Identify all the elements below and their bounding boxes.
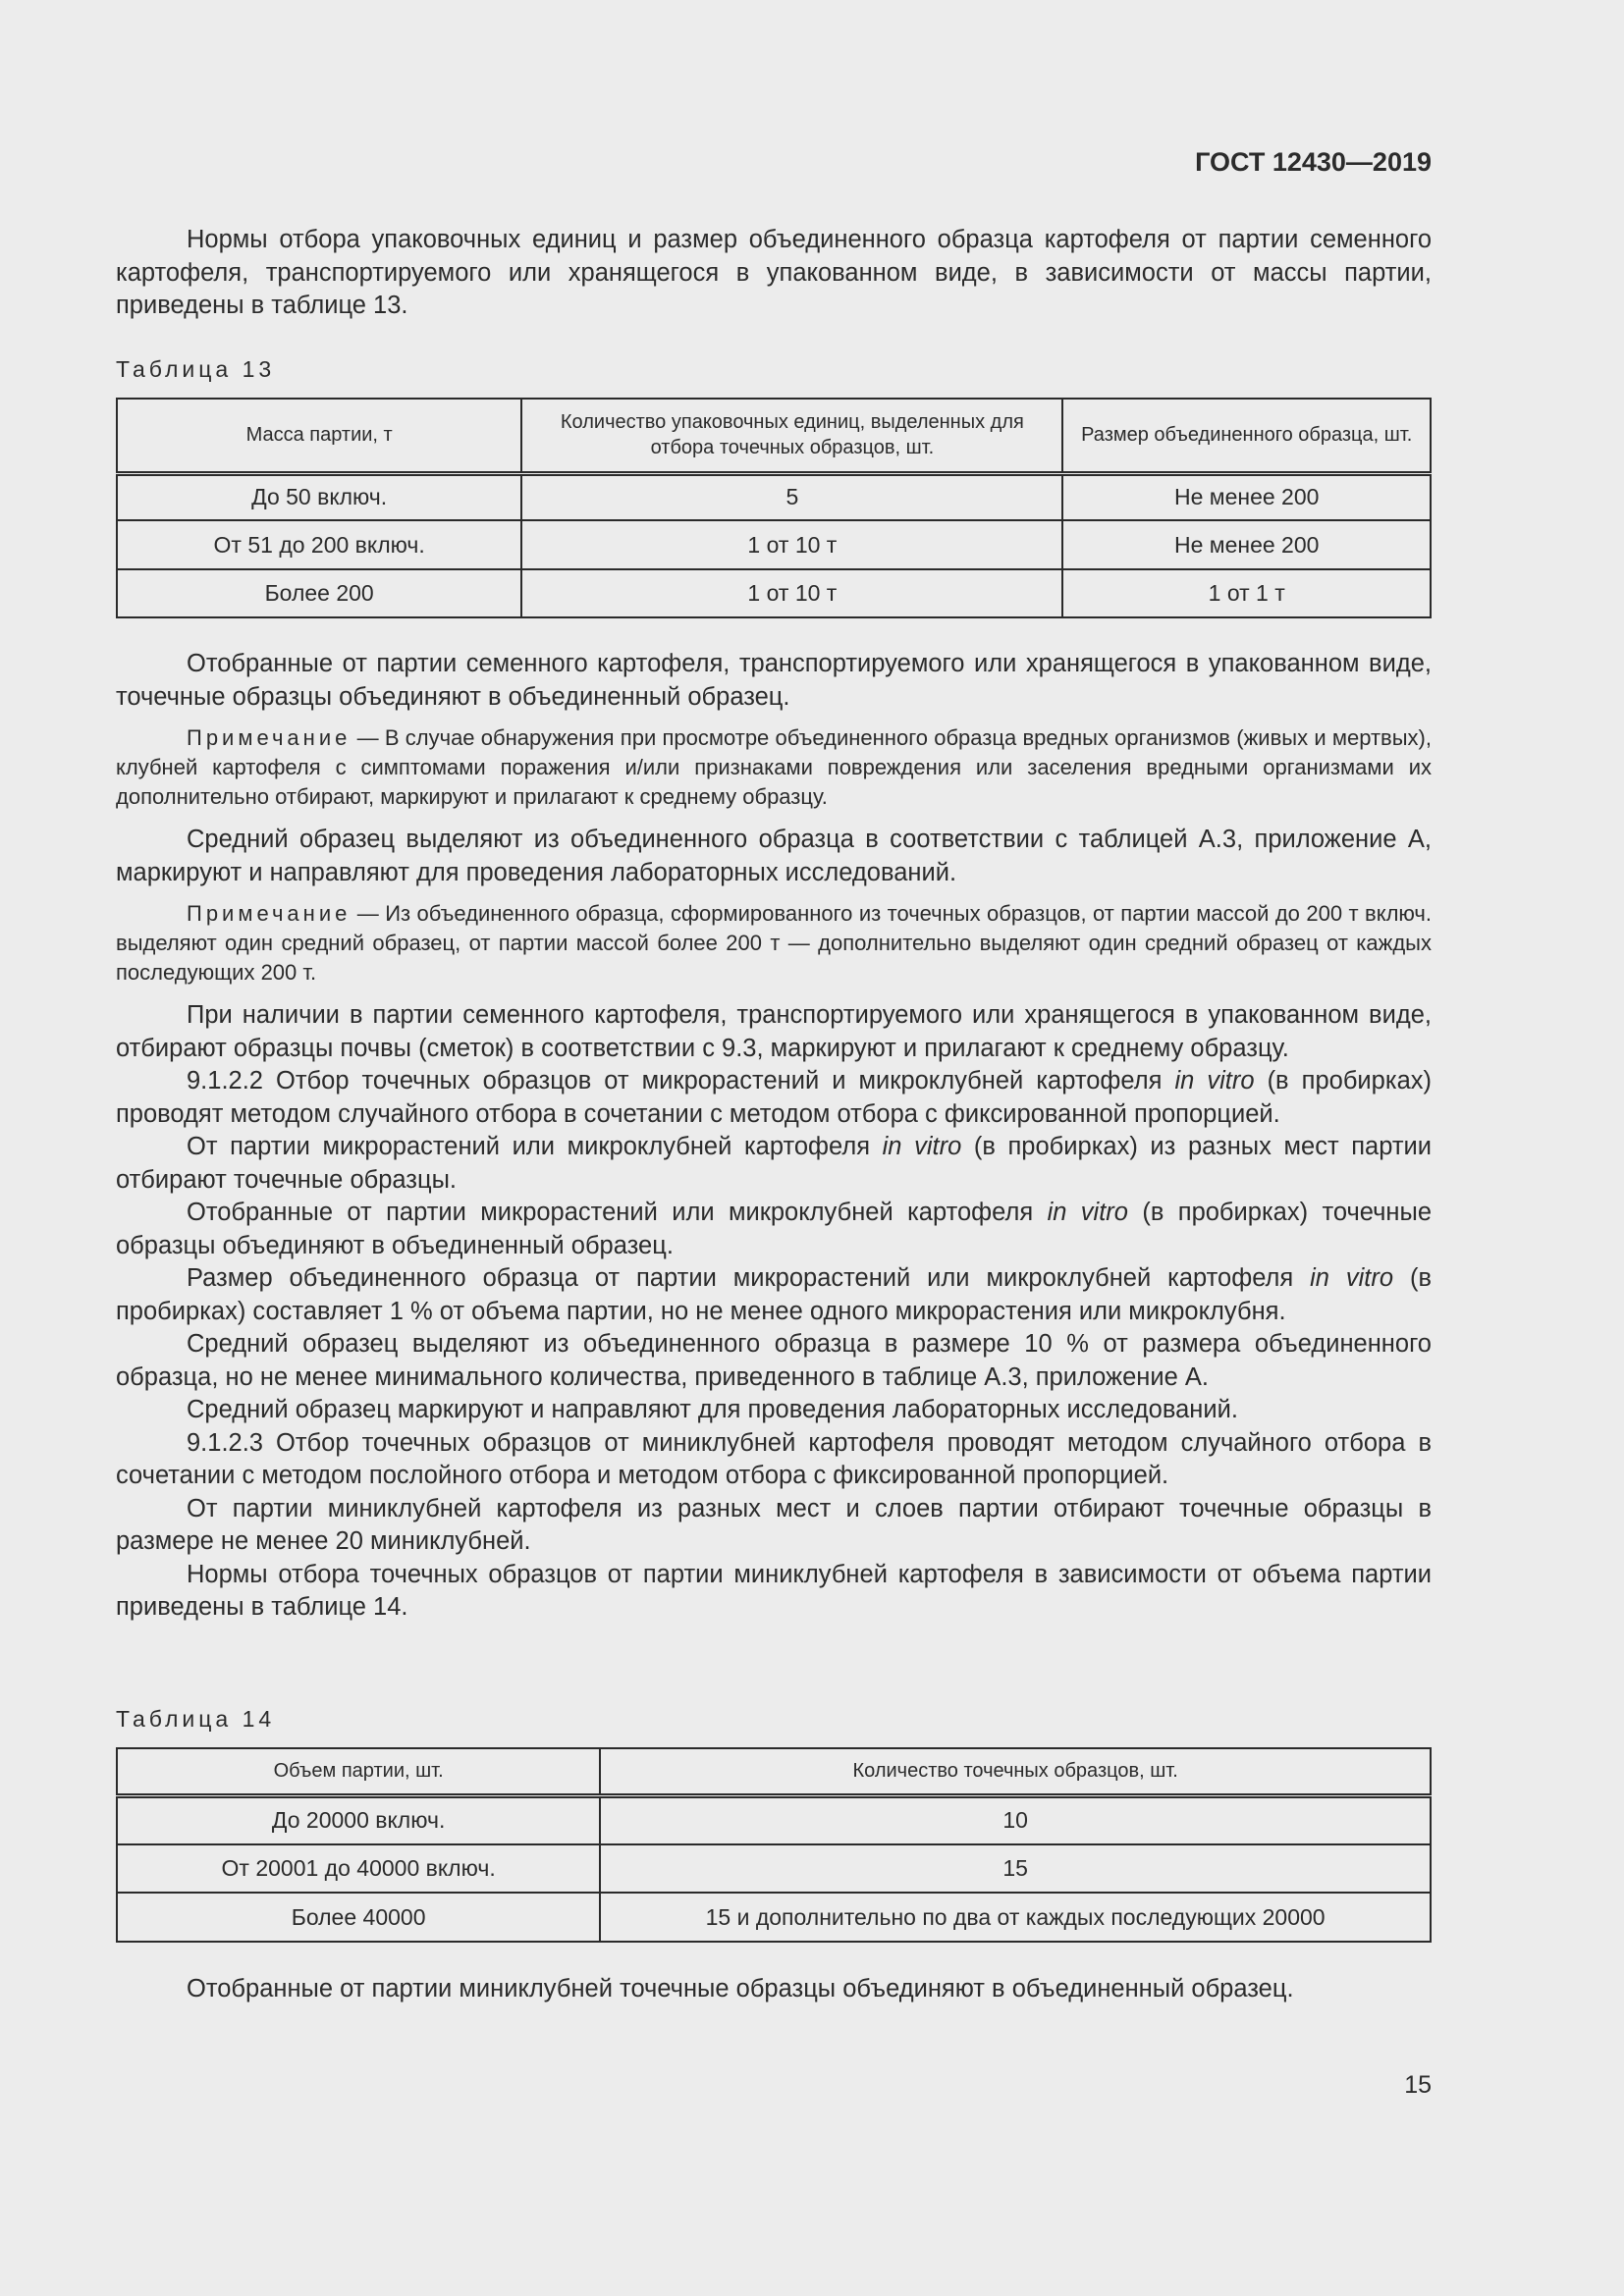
table-header-row [117,1748,1431,1795]
note [116,723,1432,812]
paragraph: Нормы отбора упаковочных единиц и размер объединенного образца картофеля от партии семенного картофеля, транспортируемого или хранящегося в упакованном виде, в зависимости от массы партии, приведены в таблице 13. [116,226,1432,319]
table-row [117,1893,1431,1942]
table-cell: 15 [600,1844,1431,1893]
text-run: Отобранные от партии микрорастений или микроклубней картофеля [187,1199,1048,1226]
table-header-cell: Объем партии, шт. [117,1748,600,1795]
table-cell: 1 от 10 т [521,520,1062,569]
paragraph: Отобранные от партии семенного картофеля, транспортируемого или хранящегося в упакованном виде, точечные образцы объединяют в объединенный образец. [116,650,1432,711]
paragraph: Средний образец маркируют и направляют для проведения лабораторных исследований. [187,1396,1238,1423]
italic-term: in vitro [882,1133,962,1160]
text-run: Размер объединенного образца от партии микрорастений или микроклубней картофеля [187,1264,1311,1292]
intro-paragraph-block [116,224,1432,323]
text-run: (в пробирках) из разных мест партии отбирают точечные образцы. [116,1133,1432,1194]
italic-term: in vitro [1310,1264,1394,1292]
table-header-cell: Размер объединенного образца, шт. [1062,399,1431,473]
table-14 [116,1747,1432,1943]
paragraph [116,1262,1432,1328]
table-cell: 1 от 10 т [521,569,1062,617]
table-cell: От 20001 до 40000 включ. [117,1844,600,1893]
paragraph [116,1065,1432,1131]
table-row [117,520,1431,569]
paragraph: 9.1.2.3 Отбор точечных образцов от миниклубней картофеля проводят методом случайного отбора в сочетании с методом послойного отбора и методом отбора с фиксированной пропорцией. [116,1428,1432,1489]
table-cell: От 51 до 200 включ. [117,520,521,569]
note-label: Примечание [187,901,352,926]
table-row [117,1844,1431,1893]
note-text: — Из объединенного образца, сформированного из точечных образцов, от партии массой до 200 т включ. выделяют один средний образец, от партии массой более 200 т — дополнительно выделяют один средний образец от каждых последующих 200 т. [116,901,1432,985]
table-header-cell: Количество точечных образцов, шт. [600,1748,1431,1795]
paragraph [116,1197,1432,1262]
paragraph: От партии миниклубней картофеля из разных мест и слоев партии отбирают точечные образцы в размере не менее 20 миниклубней. [116,1494,1432,1555]
table-cell: Более 200 [117,569,521,617]
note-label: Примечание [187,725,352,750]
italic-term: in vitro [1174,1067,1255,1095]
table-cell: До 50 включ. [117,473,521,520]
table-cell: 10 [600,1795,1431,1844]
page-number: 15 [1404,2071,1432,2099]
table-row [117,569,1431,617]
table-row [117,473,1431,520]
body-text-block [116,648,1432,1625]
paragraph: Средний образец выделяют из объединенного образца в соответствии с таблицей А.3, приложение А, маркируют и направляют для проведения лабораторных исследований. [116,826,1432,886]
table-cell: Не менее 200 [1062,473,1431,520]
paragraph [116,1131,1432,1197]
table-cell: 15 и дополнительно по два от каждых последующих 20000 [600,1893,1431,1942]
table-header-cell: Масса партии, т [117,399,521,473]
table-header-cell: Количество упаковочных единиц, выделенных для отбора точечных образцов, шт. [521,399,1062,473]
table-cell: 1 от 1 т [1062,569,1431,617]
table-row [117,1795,1431,1844]
closing-paragraph-block [116,1973,1432,2006]
paragraph: Средний образец выделяют из объединенного образца в размере 10 % от размера объединенного образца, но не менее минимального количества, приведенного в таблице А.3, приложение А. [116,1330,1432,1391]
paragraph: Нормы отбора точечных образцов от партии миниклубней картофеля в зависимости от объема партии приведены в таблице 14. [116,1560,1432,1621]
italic-term: in vitro [1047,1199,1128,1226]
text-run: (в пробирках) проводят методом случайного отбора в сочетании с методом отбора с фиксированной пропорцией. [116,1067,1432,1128]
text-run: (в пробирках) составляет 1 % от объема партии, но не менее одного микрорастения или микроклубня. [116,1264,1433,1325]
text-run: От партии микрорастений или микроклубней картофеля [187,1133,883,1160]
table-13 [116,398,1432,618]
document-id: ГОСТ 12430—2019 [1195,147,1432,177]
paragraph: Отобранные от партии миниклубней точечные образцы объединяют в объединенный образец. [187,1975,1294,2002]
table-cell: Не менее 200 [1062,520,1431,569]
table-cell: До 20000 включ. [117,1795,600,1844]
table13-caption: Таблица 13 [116,356,276,382]
table-cell: 5 [521,473,1062,520]
table-header-row [117,399,1431,473]
note-text: — В случае обнаружения при просмотре объединенного образца вредных организмов (живых и мертвых), клубней картофеля с симптомами поражения и/или признаками повреждения или заселения вредными организмами их дополнительно отбирают, маркируют и прилагают к среднему образцу. [116,725,1432,809]
note [116,899,1432,988]
text-run: 9.1.2.2 Отбор точечных образцов от микрорастений и микроклубней картофеля [187,1067,1175,1095]
table14-caption: Таблица 14 [116,1706,276,1732]
paragraph: При наличии в партии семенного картофеля, транспортируемого или хранящегося в упакованном виде, отбирают образцы почвы (сметок) в соответствии с 9.3, маркируют и прилагают к среднему образцу. [116,1001,1432,1062]
text-run: (в пробирках) точечные образцы объединяют в объединенный образец. [116,1199,1432,1259]
table-cell: Более 40000 [117,1893,600,1942]
